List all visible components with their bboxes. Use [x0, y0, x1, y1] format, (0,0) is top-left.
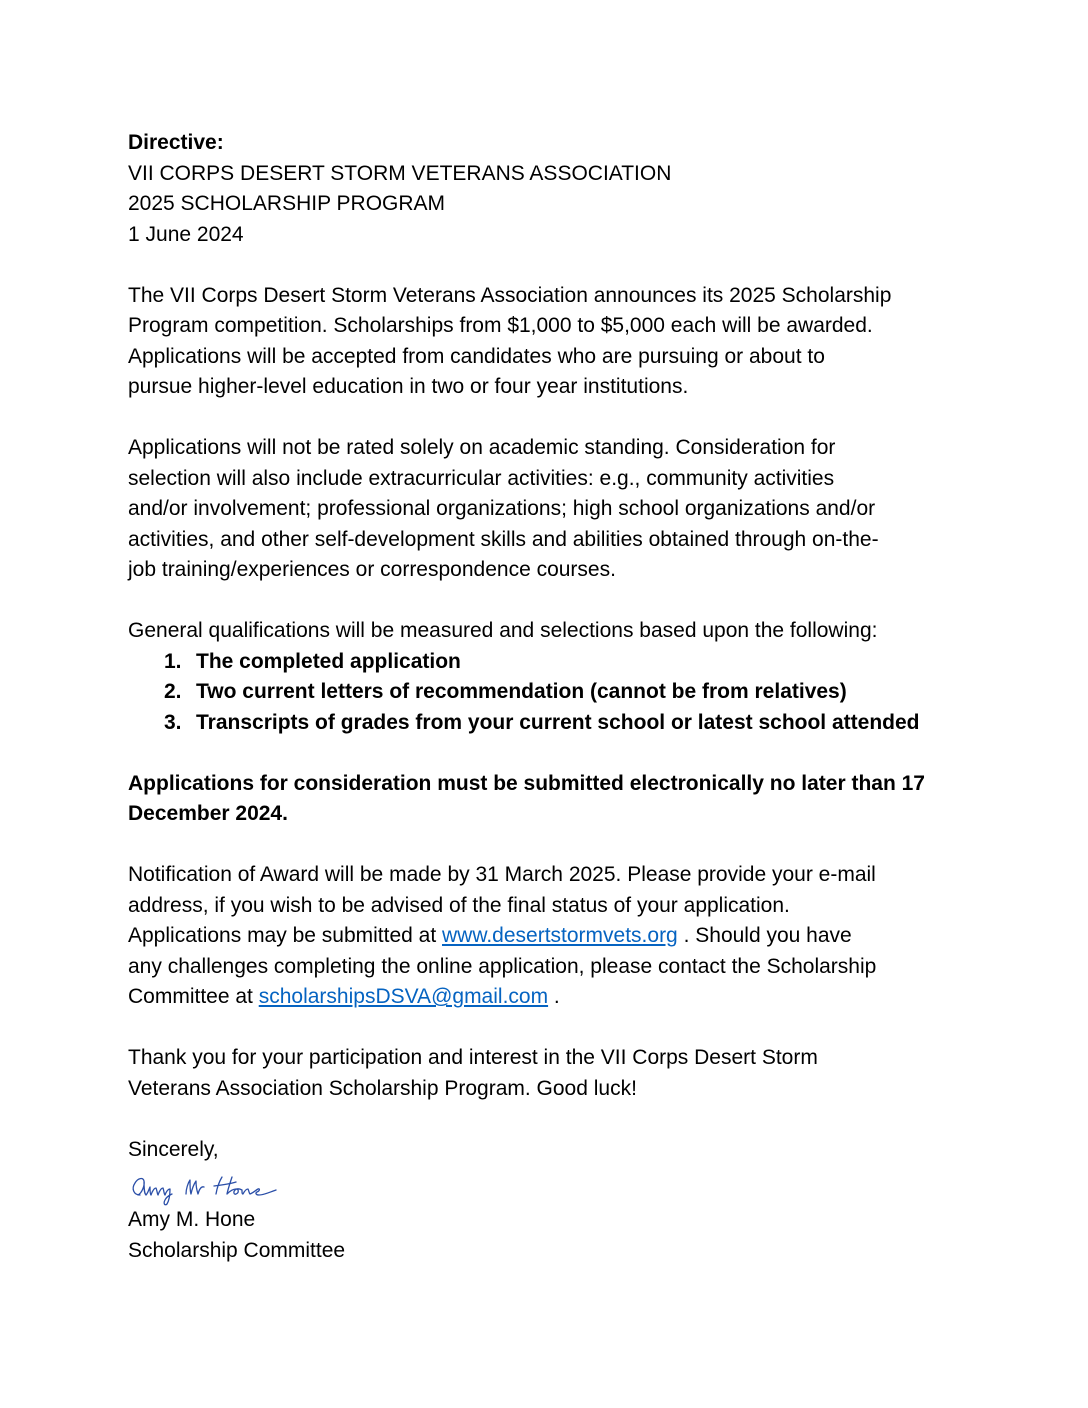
qualifications-list	[128, 647, 968, 739]
program-name: 2025 SCHOLARSHIP PROGRAM	[128, 192, 446, 215]
handwritten-signature	[128, 1167, 328, 1207]
list-item-number: 3.	[164, 710, 182, 734]
list-item	[128, 708, 968, 739]
paragraph-line: address, if you wish to be advised of the final status of your application.	[128, 893, 790, 917]
list-item	[128, 647, 968, 678]
deadline-paragraph	[128, 769, 968, 830]
paragraph-line: any challenges completing the online application, please contact the Scholarship	[128, 954, 877, 978]
paragraph-line: activities, and other self-development skills and abilities obtained through on-the-	[128, 527, 879, 551]
list-item-text: Transcripts of grades from your current school or latest school attended	[196, 710, 920, 734]
list-item-number: 2.	[164, 680, 182, 703]
notification-paragraph	[128, 860, 968, 1013]
list-item-text: Two current letters of recommendation (cannot be from relatives)	[196, 680, 847, 703]
list-item	[128, 677, 968, 708]
paragraph-line	[128, 921, 968, 952]
announcement-paragraph	[128, 281, 968, 403]
selection-criteria-paragraph	[128, 433, 968, 586]
letter-body	[128, 128, 968, 1266]
text-fragment: .	[548, 985, 560, 1008]
paragraph-line: December 2024.	[128, 802, 288, 825]
signature-block	[128, 1135, 968, 1267]
signer-title: Scholarship Committee	[128, 1238, 346, 1262]
letter-header	[128, 128, 968, 250]
qualifications-intro: General qualifications will be measured and selections based upon the following:	[128, 619, 878, 642]
paragraph-line: and/or involvement; professional organizations; high school organizations and/or	[128, 497, 876, 520]
text-fragment: . Should you have	[677, 924, 852, 947]
paragraph-line: selection will also include extracurricular activities: e.g., community activities	[128, 466, 835, 490]
paragraph-line	[128, 982, 968, 1013]
paragraph-line: Notification of Award will be made by 31 March 2025. Please provide your e-mail	[128, 863, 876, 886]
salutation: Sincerely,	[128, 1137, 219, 1161]
paragraph-line: The VII Corps Desert Storm Veterans Association announces its 2025 Scholarship	[128, 283, 892, 307]
signer-name: Amy M. Hone	[128, 1208, 256, 1231]
list-item-text: The completed application	[196, 649, 461, 673]
paragraph-line: Applications will be accepted from candidates who are pursuing or about to	[128, 344, 825, 368]
organization-name: VII CORPS DESERT STORM VETERANS ASSOCIATION	[128, 161, 672, 185]
email-link[interactable]: scholarshipsDSVA@gmail.com	[258, 985, 549, 1008]
paragraph-line: Applications for consideration must be submitted electronically no later than 17	[128, 771, 925, 795]
paragraph-line: Thank you for your participation and interest in the VII Corps Desert Storm	[128, 1046, 818, 1069]
paragraph-line: Veterans Association Scholarship Program. Good luck!	[128, 1076, 637, 1100]
qualifications-section	[128, 616, 968, 738]
text-fragment: Committee at	[128, 985, 259, 1008]
letter-date: 1 June 2024	[128, 222, 244, 246]
website-link[interactable]: www.desertstormvets.org	[442, 924, 678, 947]
directive-label: Directive:	[128, 131, 224, 154]
list-item-number: 1.	[164, 649, 182, 673]
paragraph-line: pursue higher-level education in two or four year institutions.	[128, 375, 689, 398]
paragraph-line: job training/experiences or correspondence courses.	[128, 558, 616, 581]
paragraph-line: Program competition. Scholarships from $1,000 to $5,000 each will be awarded.	[128, 314, 873, 337]
text-fragment: Applications may be submitted at	[128, 924, 442, 947]
closing-paragraph	[128, 1043, 968, 1104]
paragraph-line: Applications will not be rated solely on academic standing. Consideration for	[128, 436, 836, 459]
